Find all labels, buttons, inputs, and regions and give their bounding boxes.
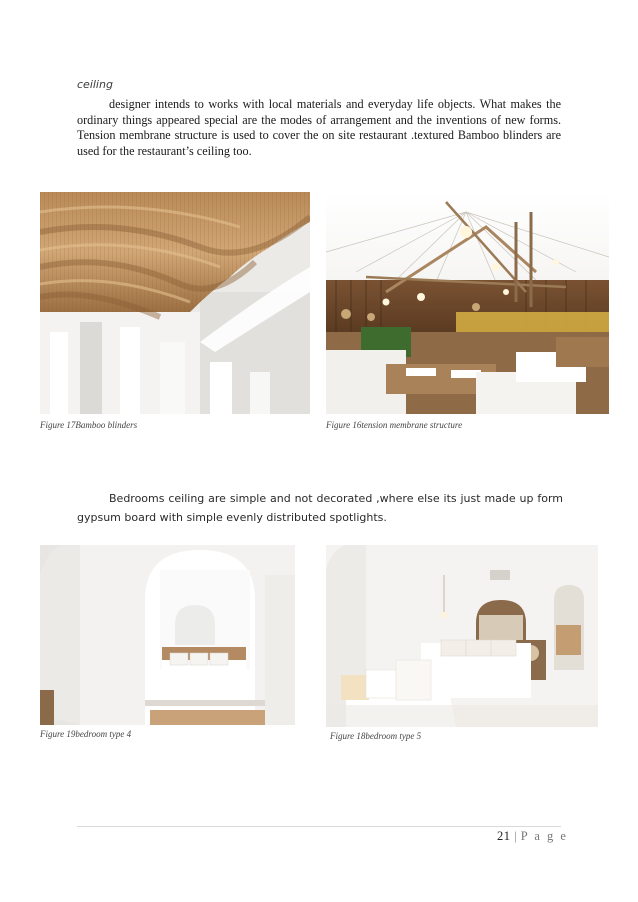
caption-figure-18: Figure 18bedroom type 5 xyxy=(330,731,422,741)
bamboo-blinders-image xyxy=(40,192,310,414)
photo-bedroom-type-4 xyxy=(40,545,295,725)
paragraph-ceiling xyxy=(77,97,561,159)
photo-bedroom-type-5 xyxy=(326,545,598,727)
section-heading: ceiling xyxy=(77,78,113,91)
footer-divider xyxy=(77,826,561,827)
photo-tension-membrane xyxy=(326,192,609,414)
page-number xyxy=(497,829,568,844)
paragraph-bedrooms: Bedrooms ceiling are simple and not decorated ,where else its just made up form gypsum board with simple evenly distributed spotlights. xyxy=(77,492,563,524)
caption-figure-16: Figure 16tension membrane structure xyxy=(326,420,463,430)
caption-figure-17: Figure 17Bamboo blinders xyxy=(40,420,138,430)
paragraph-ceiling-text: designer intends to works with local materials and everyday life objects. What makes the ordinary things appeared special are the modes of arrangement and the inventions of new forms. Tension membrane structure is used to cover the on site restaurant .textured Bamboo blinders are used for the restaurant’s ceiling too. xyxy=(77,97,561,158)
page-number-value: 21 xyxy=(497,829,511,843)
caption-figure-19: Figure 19bedroom type 4 xyxy=(40,729,132,739)
bedroom-type-4-image xyxy=(40,545,295,725)
bedroom-type-5-image xyxy=(326,545,598,727)
tension-membrane-image xyxy=(326,192,609,414)
photo-bamboo-blinders xyxy=(40,192,310,414)
page-number-separator: | xyxy=(514,829,518,843)
page-label: P a g e xyxy=(520,829,568,843)
